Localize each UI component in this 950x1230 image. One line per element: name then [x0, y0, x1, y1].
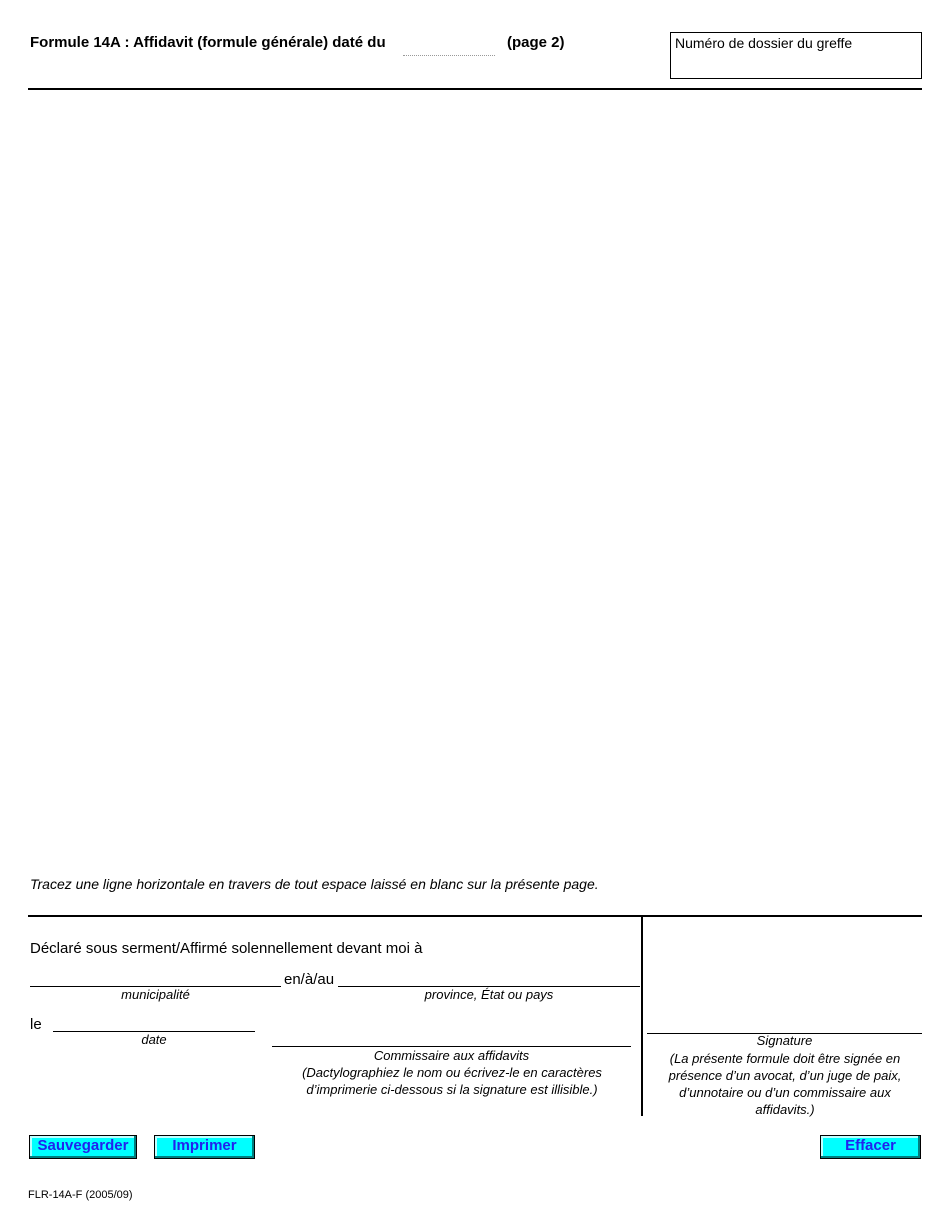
province-caption: province, État ou pays: [424, 987, 554, 1002]
signature-note: (La présente formule doit être signée en présence d’un avocat, d’un juge de paix, d’unnotaire ou d’un commissaire aux affidavits.): [668, 1051, 902, 1117]
affidavit-date-field[interactable]: [403, 38, 495, 56]
commissioner-note: (Dactylographiez le nom ou écrivez-le en caractères d’imprimerie ci-dessous si la signature est illisible.): [302, 1065, 602, 1097]
page-label: (page 2): [507, 34, 565, 51]
date-label: le: [30, 1016, 42, 1033]
blank-space-note: Tracez une ligne horizontale en travers de tout espace laissé en blanc sur la présente page.: [30, 876, 599, 892]
affidavit-body-area[interactable]: [28, 92, 922, 862]
date-caption: date: [141, 1032, 167, 1047]
municipality-caption: municipalité: [121, 987, 190, 1002]
signature-caption: Signature: [756, 1033, 813, 1048]
sworn-statement: Déclaré sous serment/Affirmé solennellement devant moi à: [30, 940, 423, 957]
header-divider: [28, 88, 922, 90]
print-button[interactable]: Imprimer: [154, 1135, 255, 1159]
oath-section-divider: [28, 915, 922, 917]
commissioner-caption: Commissaire aux affidavits: [373, 1048, 530, 1063]
clear-button[interactable]: Effacer: [820, 1135, 921, 1159]
court-file-number-field[interactable]: [670, 32, 922, 79]
save-button[interactable]: Sauvegarder: [29, 1135, 137, 1159]
form-code: FLR-14A-F (2005/09): [28, 1189, 133, 1201]
commissioner-signature-line[interactable]: [272, 1046, 631, 1047]
court-file-number-label: Numéro de dossier du greffe: [675, 35, 853, 51]
signature-column-divider: [641, 916, 643, 1116]
location-connector: en/à/au: [284, 971, 335, 988]
form-title: Formule 14A : Affidavit (formule générale) daté du: [30, 34, 386, 51]
